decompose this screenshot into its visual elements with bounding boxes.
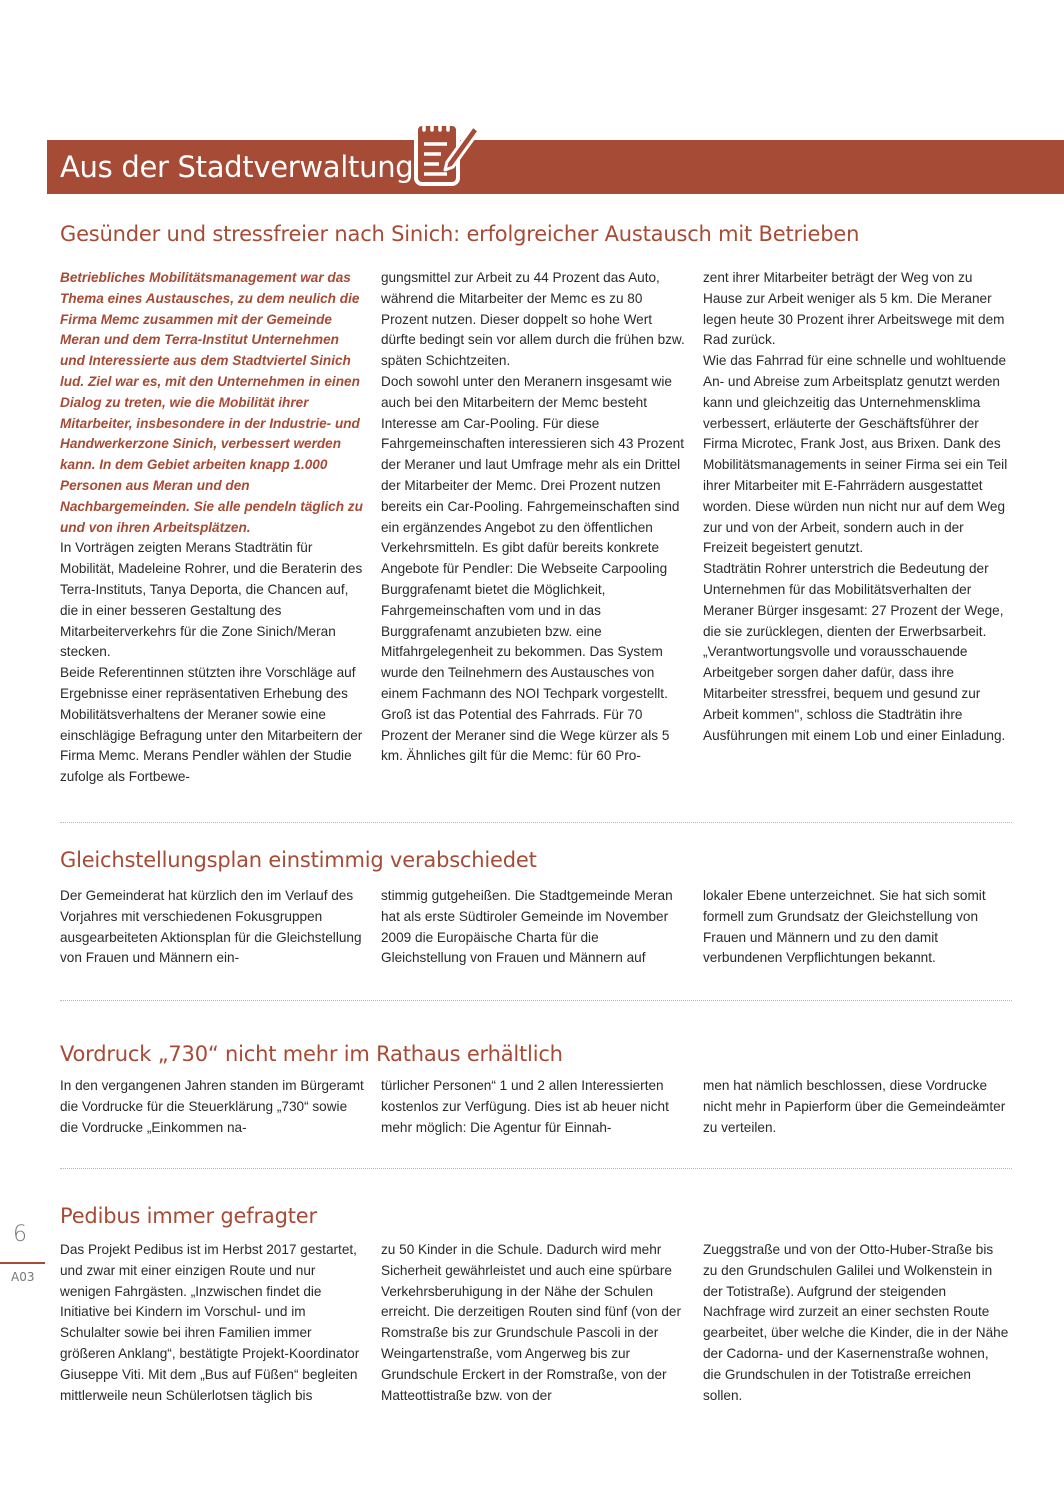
article-column-2 [381,886,687,969]
article-column-3 [703,268,1009,746]
page-number-rule [0,1262,45,1264]
section-banner [47,140,1064,194]
article-headline: Vordruck „730“ nicht mehr im Rathaus erhältlich [60,1042,563,1066]
article-text: türlicher Personen“ 1 und 2 allen Interessierten kostenlos zur Verfügung. Dies ist ab heuer nicht mehr möglich: Die Agentur für Einnah- [381,1078,669,1135]
article-text: zent ihrer Mitarbeiter beträgt der Weg von zu Hause zur Arbeit weniger als 5 km. Die Meraner legen heute 30 Prozent ihrer Arbeitswege mit dem Rad zurück. Wie das Fahrrad für eine schnelle und wohltuende An- und Abreise zum Arbeitsplatz genutzt werden kann und gleichzeitig das Unternehmensklima verbessert, erläuterte der Geschäftsführer der Firma Microtec, Frank Jost, aus Brixen. Dank des Mobilitätsmanagements in seiner Firma sei ein Teil ihrer Mitarbeiter mit E-Fahrrädern ausgestattet worden. Diese würden nun nicht nur auf dem Weg zur und von der Arbeit, sondern auch in der Freizeit begeistert genutzt. Stadträtin Rohrer unterstrich die Bedeutung der Unternehmen für das Mobilitätsverhalten der Meraner Bürger insgesamt: 27 Prozent der Wege, die sie zurücklegen, dienten der Erwerbsarbeit. „Verantwortungsvolle und vorausschauende Arbeitgeber sorgen daher dafür, dass ihre Mitarbeiter stressfrei, bequem und gesund zur Arbeit kommen", schloss die Stadträtin ihre Ausführungen mit einem Lob und einer Einladung. [703,270,1008,743]
article-column-3 [703,1076,1009,1138]
article-headline: Gesünder und stressfreier nach Sinich: erfolgreicher Austausch mit Betrieben [60,222,860,246]
notepad-pencil-icon [411,110,481,190]
article-tax-forms [60,1040,1010,1135]
article-column-2 [381,1076,687,1138]
article-text: zu 50 Kinder in die Schule. Dadurch wird mehr Sicherheit gewährleistet und auch eine spürbare Verkehrsberuhigung in der Nähe der Schulen erreicht. Die derzeitigen Routen sind fünf (von der Romstraße bis zur Grundschule Pascoli in der Weingartenstraße, vom Angerweg bis zur Grundschule Erckert in der Romstraße, von der Matteottistraße bzw. von der [381,1242,681,1403]
article-column-1 [60,268,366,788]
section-divider [60,1168,1012,1169]
article-text: In Vorträgen zeigten Merans Stadträtin für Mobilität, Madeleine Rohrer, und die Beraterin des Terra-Instituts, Tanya Deporta, die Chancen auf, die in einer besseren Gestaltung des Mitarbeiterverkehrs für die Zone Sinich/Meran stecken. Beide Referentinnen stützten ihre Vorschläge auf Ergebnisse einer repräsentativen Erhebung des Mobilitätsverhaltens der Meraner sowie eine einschlägige Befragung unter den Mitarbeitern der Firma Memc. Merans Pendler wählen der Studie zufolge als Fortbewe- [60,540,363,785]
article-text: stimmig gutgeheißen. Die Stadtgemeinde Meran hat als erste Südtiroler Gemeinde im November 2009 die Europäische Charta für die Gleichstellung von Frauen und Männern auf [381,888,673,966]
article-column-2 [381,1240,687,1406]
article-column-1 [60,1240,366,1406]
article-text: men hat nämlich beschlossen, diese Vordrucke nicht mehr in Papierform über die Gemeindeämter zu verteilen. [703,1078,1006,1135]
article-text: Zueggstraße und von der Otto-Huber-Straße bis zu den Grundschulen Galilei und Wolkenstein in der Totistraße). Aufgrund der steigenden Nachfrage wird zurzeit an einer sechsten Route gearbeitet, über welche die Kinder, die in der Nähe der Cadorna- und der Kasernenstraße wohnen, die Grundschulen in der Totistraße erreichen sollen. [703,1242,1009,1403]
section-divider [60,1000,1012,1001]
article-text: Der Gemeinderat hat kürzlich den im Verlauf des Vorjahres mit verschiedenen Fokusgruppen ausgearbeiteten Aktionsplan für die Gleichstellung von Frauen und Männern ein- [60,888,362,966]
article-lead: Betriebliches Mobilitätsmanagement war das Thema eines Austausches, zu dem neulich die Firma Memc zusammen mit der Gemeinde Meran und dem Terra-Institut Unternehmen und Interessierte aus dem Stadtviertel Sinich lud. Ziel war es, mit den Unternehmen in einen Dialog zu treten, wie die Mobilität ihrer Mitarbeiter, insbesondere in der Industrie- und Handwerkerzone Sinich, verbessert werden kann. In dem Gebiet arbeiten knapp 1.000 Personen aus Meran und den Nachbargemeinden. Sie alle pendeln täglich zu und von ihren Arbeitsplätzen. [60,270,363,535]
article-equality-plan [60,846,1010,966]
article-mobility [60,220,1010,785]
article-text: Das Projekt Pedibus ist im Herbst 2017 gestartet, und zwar mit einer einzigen Route und nur wenigen Fahrgästen. „Inzwischen findet die Initiative bei Kindern im Vorschul- und im Schulalter sowie bei ihren Familien immer größeren Anklang“, bestätigte Projekt-Koordinator Giuseppe Viti. Mit dem „Bus auf Füßen“ begleiten mittlerweile neun Schülerlotsen täglich bis [60,1242,360,1403]
issue-label: A03 [11,1270,35,1284]
article-headline: Pedibus immer gefragter [60,1204,317,1228]
article-text: lokaler Ebene unterzeichnet. Sie hat sich somit formell zum Grundsatz der Gleichstellung von Frauen und Männern und zu den damit verbundenen Verpflichtungen bekannt. [703,888,986,966]
article-text: gungsmittel zur Arbeit zu 44 Prozent das Auto, während die Mitarbeiter der Memc es zu 80 Prozent nutzen. Dieser doppelt so hohe Wert dürfte bedingt sein vor allem durch die frühen bzw. späten Schichtzeiten. Doch sowohl unter den Meranern insgesamt wie auch bei den Mitarbeitern der Memc besteht Interesse am Car-Pooling. Für diese Fahrgemeinschaften interessieren sich 43 Prozent der Meraner und laut Umfrage mehr als ein Drittel der Mitarbeiter der Memc. Drei Prozent nutzen bereits ein Car-Pooling. Fahrgemeinschaften sind ein ergänzendes Angebot zu den öffentlichen Verkehrsmitteln. Es gibt dafür bereits konkrete Angebote für Pendler: Die Webseite Carpooling Burggrafenamt bietet die Möglichkeit, Fahrgemeinschaften vom und in das Burggrafenamt anzubieten bzw. eine Mitfahrgelegenheit zu bekommen. Das System wurde den Teilnehmern des Austausches von einem Fachmann des NOI Techpark vorgestellt. Groß ist das Potential des Fahrrads. Für 70 Prozent der Meraner sind die Wege kürzer als 5 km. Ähnliches gilt für die Memc: für 60 Pro- [381,270,685,764]
article-column-2 [381,268,687,767]
article-column-3 [703,886,1009,969]
article-column-3 [703,1240,1009,1406]
article-column-1 [60,886,366,969]
article-column-1 [60,1076,366,1138]
page-number: 6 [13,1222,27,1247]
article-text: In den vergangenen Jahren standen im Bürgeramt die Vordrucke für die Steuerklärung „730“ sowie die Vordrucke „Einkommen na- [60,1078,364,1135]
article-pedibus [60,1202,1010,1403]
section-divider [60,822,1012,823]
section-title: Aus der Stadtverwaltung [60,150,414,184]
article-headline: Gleichstellungsplan einstimmig verabschiedet [60,848,537,872]
